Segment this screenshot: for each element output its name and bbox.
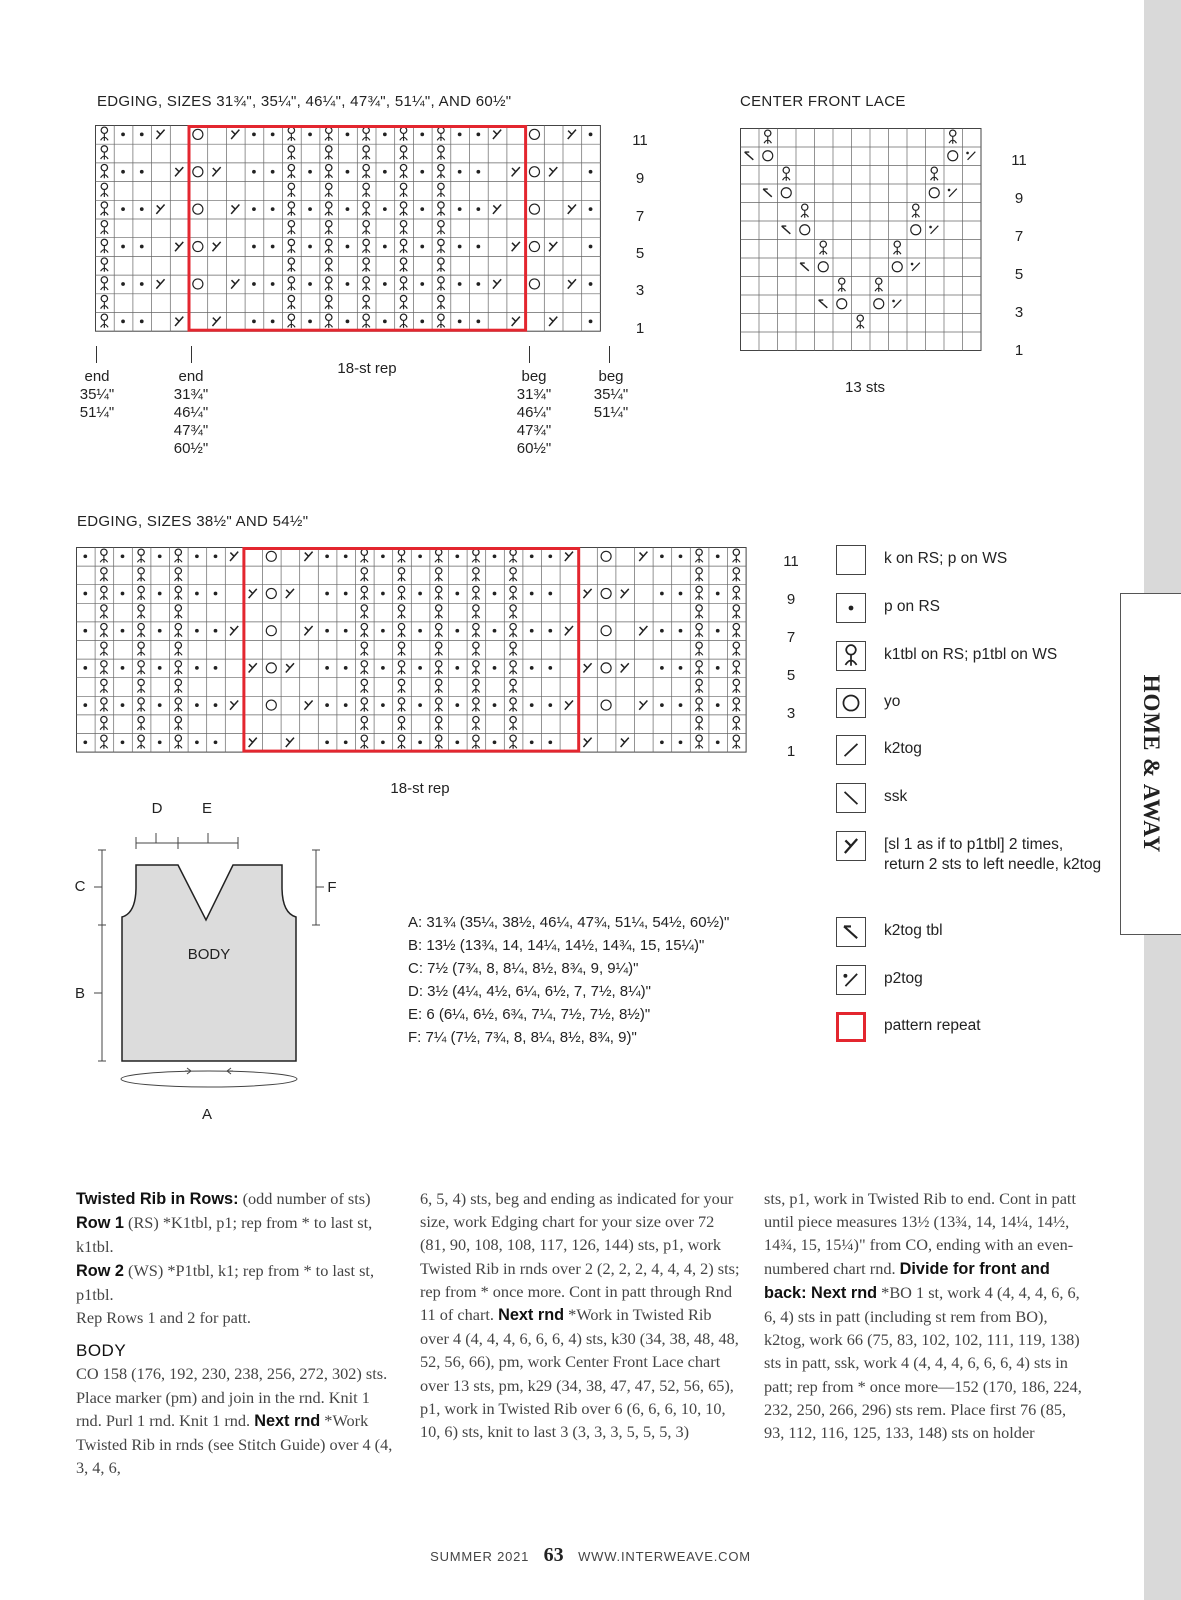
label-e: E: [201, 800, 212, 817]
paragraph: Rep Rows 1 and 2 for patt.: [76, 1308, 251, 1328]
section-tab: [1120, 593, 1181, 935]
run: (WS) *P1tbl, k1; rep from * to last st, p1tbl.: [76, 1260, 375, 1304]
size-tick: [529, 346, 530, 363]
measurement-e: E: 6 (6¼, 6½, 6¾, 7¼, 7½, 7½, 8½)": [408, 1006, 651, 1023]
run-in-heading: Next rnd: [498, 1306, 565, 1325]
row-number: 11: [632, 132, 648, 149]
paragraph: [764, 1187, 1087, 1444]
edging-wide-chart-grid: [76, 547, 766, 761]
size: 31¾": [173, 386, 209, 403]
paragraph: [76, 1187, 399, 1211]
page-number: 63: [543, 1544, 564, 1566]
text-column-2: [420, 1187, 743, 1443]
text-column-1: [76, 1187, 399, 1479]
end-title: end: [84, 368, 110, 385]
edging-wide-chart-title: EDGING, SIZES 38½" AND 54½": [77, 513, 309, 530]
row-number: 9: [786, 591, 796, 608]
body-schematic: [70, 800, 370, 1145]
size: 47¾": [516, 422, 552, 439]
row-number: 3: [786, 705, 796, 722]
k2tog-icon: [836, 735, 866, 765]
blank-symbol: [836, 545, 866, 575]
beg-title: beg: [521, 368, 547, 385]
repeat-label: 18-st rep: [390, 780, 450, 797]
section-heading: BODY: [76, 1341, 127, 1361]
label-d: D: [151, 800, 163, 817]
paragraph: [76, 1362, 399, 1479]
size: 46¼": [173, 404, 209, 421]
twisted-stitch-icon: [836, 641, 866, 671]
row-number: 1: [635, 320, 645, 337]
size: 60½": [516, 440, 552, 457]
beg-title: beg: [598, 368, 624, 385]
run-in-heading: Next rnd: [254, 1411, 321, 1430]
dimension-a: [121, 1071, 297, 1087]
measurement-f: F: 7¼ (7½, 7¾, 8, 8¼, 8½, 8¾, 9)": [408, 1029, 637, 1046]
run-in-heading: Divide for front and back: Next rnd: [764, 1259, 1050, 1302]
end-label-inner: [166, 368, 216, 458]
size: 60½": [173, 440, 209, 457]
run: sts, p1, work in Twisted Rib to end. Cont in patt until piece measures 13½ (13¾, 14, 14¼, 14½, 14¾, 15, 15¼)" from CO, ending with an even-numbered chart rnd.: [764, 1189, 1076, 1278]
run: *Work Twisted Rib in rnds (see Stitch Guide) over 4 (4, 3, 4, 6,: [76, 1410, 393, 1478]
k2tog-tbl-icon: [836, 917, 866, 947]
run: *Work in Twisted Rib over 4 (4, 4, 4, 6, 6, 6, 4) sts, k30 (34, 38, 48, 48, 52, 56, 66), pm, work Center Front Lace chart over 13 sts, pm, k29 (34, 38, 47, 47, 52, 56, 65), p1, work in Twisted Rib over 6 (6, 6, 6, 10, 10, 10, 6) sts, knit to last 3 (3, 3, 3, 5, 5, 5, 3): [420, 1305, 739, 1442]
section-tab-label: HOME & AWAY: [1139, 674, 1164, 854]
paragraph: [76, 1259, 399, 1306]
legend-text: k1tbl on RS; p1tbl on WS: [884, 646, 1058, 663]
run: (RS) *K1tbl, p1; rep from * to last st, k1tbl.: [76, 1213, 373, 1257]
end-label-outer: [72, 368, 122, 422]
legend-text: k2tog tbl: [884, 922, 943, 939]
beg-label-inner: [509, 368, 559, 458]
label-c: C: [74, 878, 86, 895]
beg-label-outer: [586, 368, 636, 422]
edging-chart-title: EDGING, SIZES 31¾", 35¼", 46¼", 47¾", 51¼", AND 60½": [97, 93, 512, 110]
center-front-lace-chart: [740, 128, 990, 358]
measurement-c: C: 7½ (7¾, 8, 8¼, 8½, 8¾, 9, 9¼)": [408, 960, 639, 977]
measurement-a: A: 31¾ (35¼, 38½, 46¼, 47¾, 51¼, 54½, 60½)": [408, 914, 730, 931]
label-b: B: [74, 985, 85, 1002]
run-in-heading: Twisted Rib in Rows:: [76, 1190, 239, 1208]
twisted-decrease-icon: [836, 831, 866, 861]
website: WWW.INTERWEAVE.COM: [578, 1549, 751, 1564]
edging-wide-chart: [76, 547, 766, 761]
row-number: 5: [1014, 266, 1024, 283]
issue-label: SUMMER 2021: [430, 1549, 530, 1564]
center-front-lace-title: CENTER FRONT LACE: [740, 93, 906, 110]
row-number: 11: [1011, 152, 1027, 169]
size-tick: [96, 346, 97, 363]
ssk-icon: [836, 783, 866, 813]
row-number: 1: [786, 743, 796, 760]
end-title: end: [178, 368, 204, 385]
size: 31¾": [516, 386, 552, 403]
legend-text: p on RS: [884, 598, 941, 615]
size-tick: [609, 346, 610, 363]
schematic-drawing: [70, 815, 370, 1145]
size: 35¼": [79, 386, 115, 403]
measurement-b: B: 13½ (13¾, 14, 14¼, 14½, 14¾, 15, 15¼)": [408, 937, 705, 954]
run: (odd number of sts): [238, 1189, 371, 1208]
run-in-heading: Row 2: [76, 1261, 124, 1280]
label-a: A: [201, 1106, 212, 1123]
repeat-label: 18-st rep: [337, 360, 397, 377]
edging-chart: [95, 125, 605, 337]
p2tog-icon: [836, 965, 866, 995]
size: 51¼": [593, 404, 629, 421]
size: 47¾": [173, 422, 209, 439]
yo-icon: [836, 688, 866, 718]
label-f: F: [327, 879, 337, 896]
legend-text: [sl 1 as if to p1tbl] 2 times, return 2 sts to left needle, k2tog: [884, 836, 1102, 873]
row-number: 7: [786, 629, 796, 646]
size: 35¼": [593, 386, 629, 403]
dot-symbol: [836, 593, 866, 623]
stitch-count-label: 13 sts: [844, 379, 886, 396]
page-footer: [0, 1544, 1181, 1567]
row-number: 11: [783, 553, 799, 570]
row-number: 1: [1014, 342, 1024, 359]
legend-text: ssk: [884, 788, 908, 805]
text-column-3: [764, 1187, 1087, 1444]
size: 51¼": [79, 404, 115, 421]
measurements-list: [408, 911, 729, 1049]
run-in-heading: Row 1: [76, 1214, 124, 1233]
legend-text: yo: [884, 693, 901, 710]
legend-text: k2tog: [884, 740, 922, 757]
center-front-lace-grid: [740, 128, 990, 358]
edging-chart-grid: [95, 125, 605, 337]
body-label: BODY: [187, 946, 231, 963]
row-number: 5: [786, 667, 796, 684]
row-number: 5: [635, 245, 645, 262]
row-number: 9: [635, 170, 645, 187]
size: 46¼": [516, 404, 552, 421]
measurement-d: D: 3½ (4¼, 4½, 6¼, 6½, 7, 7½, 8¼)": [408, 983, 651, 1000]
run: 6, 5, 4) sts, beg and ending as indicated for your size, work Edging chart for your size over 72 (81, 90, 108, 108, 117, 126, 144) sts, p1, work Twisted Rib in rnds over 2 (2, 2, 2, 4, 4, 4, 2) sts; rep from * once more. Cont in patt through Rnd 11 of chart.: [420, 1189, 740, 1325]
row-number: 7: [1014, 228, 1024, 245]
run: *BO 1 st, work 4 (4, 4, 4, 6, 6, 6, 4) sts in patt (including st rem from BO), k2tog, work 66 (75, 83, 102, 102, 111, 119, 138) sts in patt, ssk, work 4 (4, 4, 4, 6, 6, 6, 4) sts in patt; rep from * once more—152 (170, 186, 224, 232, 250, 266, 296) sts rem. Place first 76 (85, 93, 112, 116, 125, 133, 148) sts on holder: [764, 1282, 1082, 1443]
legend-text: k on RS; p on WS: [884, 550, 1008, 567]
size-tick: [191, 346, 192, 363]
row-number: 9: [1014, 190, 1024, 207]
row-number: 7: [635, 208, 645, 225]
run: CO 158 (176, 192, 230, 238, 256, 272, 302) sts. Place marker (pm) and join in the rnd. Knit 1 rnd. Purl 1 rnd. Knit 1 rnd.: [76, 1364, 388, 1430]
paragraph: [76, 1211, 399, 1258]
row-number: 3: [635, 282, 645, 299]
pattern-repeat-symbol: [836, 1012, 866, 1042]
paragraph: [420, 1187, 743, 1443]
legend-text: pattern repeat: [884, 1017, 981, 1034]
legend-text: p2tog: [884, 970, 923, 987]
row-number: 3: [1014, 304, 1024, 321]
